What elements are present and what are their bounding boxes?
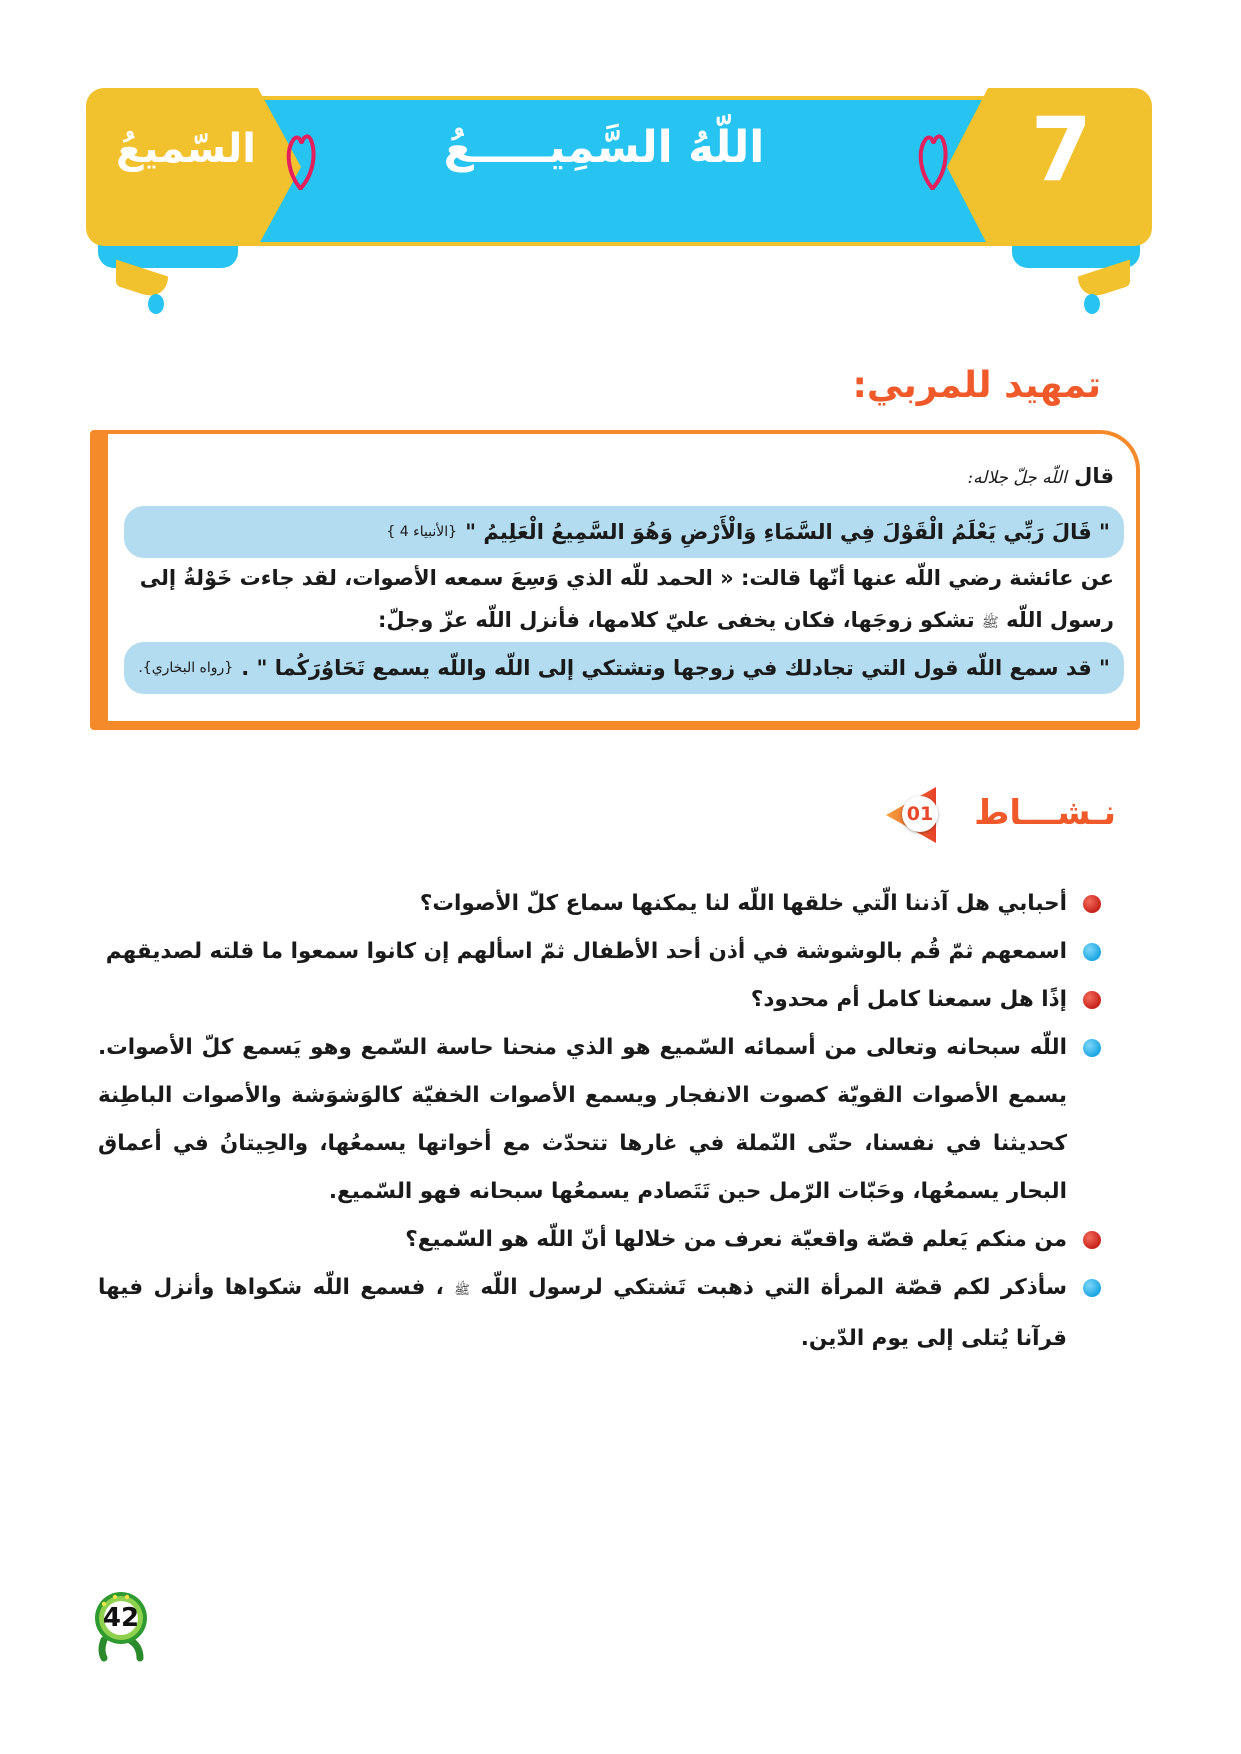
name-badge-text: السّميعُ (116, 126, 256, 172)
heart-icon (918, 128, 950, 192)
list-item-text: اسمعهم ثمّ قُم بالوشوشة في أذن أحد الأطفال ثمّ اسألهم إن كانوا سمعوا ما قلته لصديقهم (105, 939, 1067, 964)
blue-bullet-icon (1083, 943, 1101, 961)
activity-number-badge: 01 (902, 796, 938, 832)
verse-reference: {الأنبياء 4 } (386, 524, 458, 540)
red-bullet-icon (1083, 895, 1101, 913)
red-bullet-icon (1083, 1231, 1101, 1249)
lesson-number: 7 (1030, 98, 1092, 201)
hadith-intro-line-2 (378, 608, 1114, 634)
blue-bullet-icon (1083, 1039, 1101, 1057)
list-item (98, 928, 1101, 976)
banner-drop-left (148, 294, 164, 314)
hadith-text: " قد سمع اللّه قول التي تجادلك في زوجها وتشتكي إلى اللّه واللّه يسمع تَحَاوُرَكُما " . (241, 656, 1110, 680)
saw-symbol: ﷺ (454, 1283, 470, 1298)
lesson-title: اللّهُ السَّمِيـــــعُ (443, 122, 765, 173)
list-item-text: من منكم يَعلم قصّة واقعيّة نعرف من خلالها أنّ اللّه هو السّميع؟ (405, 1227, 1067, 1252)
lesson-banner (86, 88, 1152, 320)
list-item (98, 1216, 1101, 1264)
line2-part-b: تشكو زوجَها، فكان يخفى عليّ كلامها، فأنزل اللّه عزّ وجلّ: (378, 608, 975, 632)
hadith-pill (124, 642, 1124, 694)
list-item (98, 880, 1101, 928)
red-bullet-icon (1083, 991, 1101, 1009)
list-item-text: اللّه سبحانه وتعالى من أسمائه السّميع هو الذي منحنا حاسة السّمع وهو يَسمع كلّ الأصوات. يسمع الأصوات القويّة كصوت الانفجار ويسمع الأصوات الخفيّة كالوَشوَشة والأصوات الباطِنة كحديثنا في نفسنا، حتّى النّملة في غارها تتحدّث مع أخواتها يسمعُها، والحِيتانُ في أعماق البحار يسمعُها، وحَبّات الرّمل حين تَتَصادم يسمعُها سبحانه فهو السّميع. (98, 1035, 1067, 1204)
activity-title: نـشـــاط (974, 793, 1116, 833)
hadith-intro-line-1: عن عائشة رضي اللّه عنها أنّها قالت: « الحمد للّه الذي وَسِعَ سمعه الأصوات، لقد جاءت خَوْلةُ إلى (139, 566, 1114, 590)
list-item-text: ، فسمع اللّه شكواها وأنزل فيها قرآنا يُتلى إلى يوم الدّين. (98, 1275, 1067, 1351)
blue-bullet-icon (1083, 1279, 1101, 1297)
page-number: 42 (102, 1603, 140, 1633)
list-item-text: إذًا هل سمعنا كامل أم محدود؟ (750, 987, 1067, 1012)
list-item (98, 976, 1101, 1024)
verse-text: " قَالَ رَبِّي يَعْلَمُ الْقَوْلَ فِي السَّمَاءِ وَالْأَرْضِ وَهُوَ السَّمِيعُ الْعَلِيمُ " (465, 520, 1110, 544)
page-number-badge (90, 1588, 152, 1668)
qal-label: قال (1074, 464, 1114, 488)
qal-line (967, 464, 1114, 488)
activity-list (98, 880, 1101, 1363)
intro-heading: تمهيد للمربي: (852, 365, 1101, 406)
saw-symbol: ﷺ (981, 615, 999, 631)
list-item-text: أحبابي هل آذننا الّتي خلقها اللّه لنا يمكنها سماع كلّ الأصوات؟ (419, 891, 1067, 916)
list-item-text: سأذكر لكم قصّة المرأة التي ذهبت تَشتكي لرسول اللّه (480, 1275, 1067, 1300)
qal-calligraphy: اللّه جلّ جلاله: (967, 468, 1067, 488)
list-item (98, 1024, 1101, 1216)
intro-box (90, 430, 1140, 730)
heart-icon (286, 128, 318, 192)
hadith-reference: {رواه البخاري}. (138, 660, 234, 676)
line2-part-a: رسول اللّه (1006, 608, 1114, 632)
list-item (98, 1264, 1101, 1363)
banner-drop-right (1084, 294, 1100, 314)
verse-pill (124, 506, 1124, 558)
